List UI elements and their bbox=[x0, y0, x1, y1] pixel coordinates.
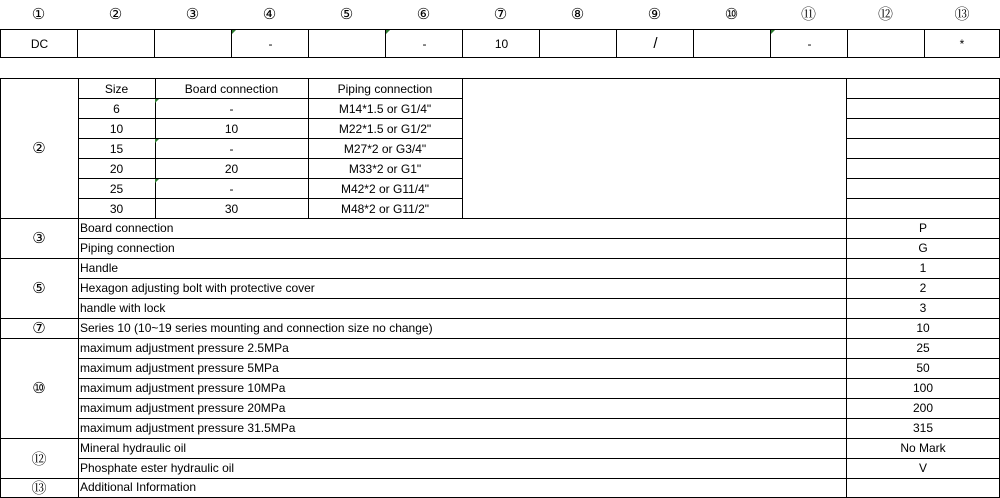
section-number-5: ⑤ bbox=[32, 279, 46, 297]
option-code: V bbox=[918, 461, 927, 475]
option-description: maximum adjustment pressure 10MPa bbox=[80, 381, 286, 395]
option-code: 50 bbox=[916, 361, 930, 375]
comment-corner-mark bbox=[232, 30, 236, 34]
option-description: Series 10 (10~19 series mounting and connection size no change) bbox=[80, 321, 433, 335]
section-number-12: ⑫ bbox=[31, 449, 47, 468]
size-value: 10 bbox=[109, 122, 124, 136]
header-number-13: ⑬ bbox=[954, 5, 970, 23]
option-code: 2 bbox=[919, 281, 927, 295]
option-code bbox=[846, 478, 1000, 497]
section-number-3: ③ bbox=[32, 229, 46, 247]
size-value: 15 bbox=[109, 142, 124, 156]
header-number-3: ③ bbox=[185, 5, 200, 23]
size-value: 30 bbox=[109, 202, 124, 216]
size-value: 20 bbox=[109, 162, 124, 176]
piping-value: M42*2 or G11/4" bbox=[340, 182, 430, 196]
board-value-text: - bbox=[229, 142, 234, 156]
code-cell-13: * bbox=[924, 29, 1000, 58]
option-code: 100 bbox=[912, 381, 934, 395]
header-number-1: ① bbox=[31, 5, 46, 23]
size-header: Size bbox=[104, 82, 129, 96]
header-number-8: ⑧ bbox=[570, 5, 585, 23]
header-number-11: ⑪ bbox=[800, 5, 816, 23]
option-description: maximum adjustment pressure 5MPa bbox=[80, 361, 279, 375]
board-value: 30 bbox=[224, 202, 239, 216]
board-value bbox=[155, 99, 308, 119]
piping-value: M48*2 or G11/2" bbox=[340, 202, 430, 216]
section-number-7: ⑦ bbox=[32, 319, 46, 337]
value-row-divider bbox=[846, 178, 1000, 179]
header-number-6: ⑥ bbox=[416, 5, 431, 23]
section-number-13: ⑬ bbox=[31, 479, 47, 497]
option-description: Piping connection bbox=[80, 241, 175, 255]
size-value: 25 bbox=[109, 182, 124, 196]
piping-value: M14*1.5 or G1/4" bbox=[338, 102, 432, 116]
board-connection-header: Board connection bbox=[184, 82, 279, 96]
value-row-divider bbox=[846, 118, 1000, 119]
piping-col-border bbox=[462, 78, 463, 218]
code-cell-7: 10 bbox=[462, 29, 540, 58]
option-description: handle with lock bbox=[80, 301, 166, 315]
code-cell-4 bbox=[231, 29, 309, 58]
section-number-2: ② bbox=[32, 139, 46, 157]
piping-value: M22*1.5 or G1/2" bbox=[338, 122, 432, 136]
comment-corner-mark bbox=[386, 30, 390, 34]
option-description: maximum adjustment pressure 20MPa bbox=[80, 401, 286, 415]
piping-value: M33*2 or G1" bbox=[348, 162, 422, 176]
code-cell-11 bbox=[770, 29, 848, 58]
option-description: Additional Information bbox=[80, 480, 197, 494]
option-code: 200 bbox=[912, 401, 934, 415]
code-cell-6 bbox=[385, 29, 463, 58]
code-cell-10 bbox=[693, 29, 771, 58]
option-code: 25 bbox=[916, 341, 930, 355]
header-number-5: ⑤ bbox=[339, 5, 354, 23]
board-value: 10 bbox=[224, 122, 239, 136]
option-code: 10 bbox=[916, 321, 930, 335]
code-cell-2 bbox=[77, 29, 155, 58]
board-value-text: - bbox=[229, 182, 234, 196]
size-value: 6 bbox=[113, 102, 120, 116]
comment-corner-mark bbox=[155, 179, 159, 183]
board-value bbox=[155, 179, 308, 199]
code-cell-6-text: - bbox=[422, 37, 427, 51]
header-number-7: ⑦ bbox=[493, 5, 508, 23]
option-description: maximum adjustment pressure 2.5MPa bbox=[80, 341, 289, 355]
header-number-2: ② bbox=[108, 5, 123, 23]
code-cell-9: / bbox=[616, 29, 694, 58]
code-cell-5 bbox=[308, 29, 386, 58]
header-number-9: ⑨ bbox=[647, 5, 662, 23]
comment-corner-mark bbox=[155, 99, 159, 103]
option-description: Handle bbox=[80, 261, 119, 275]
option-description: Phosphate ester hydraulic oil bbox=[80, 461, 235, 475]
option-code: P bbox=[918, 221, 927, 235]
code-cell-11-text: - bbox=[807, 37, 812, 51]
value-row-divider bbox=[846, 158, 1000, 159]
option-code: No Mark bbox=[900, 441, 946, 455]
section-number-10: ⑩ bbox=[32, 379, 46, 397]
value-row-divider bbox=[846, 198, 1000, 199]
code-cell-4-text: - bbox=[268, 37, 273, 51]
board-value: 20 bbox=[224, 162, 239, 176]
option-description: Hexagon adjusting bolt with protective cover bbox=[80, 281, 315, 295]
option-code: G bbox=[918, 241, 928, 255]
value-row-divider bbox=[846, 98, 1000, 99]
option-description: Board connection bbox=[80, 221, 174, 235]
piping-connection-header: Piping connection bbox=[337, 82, 433, 96]
model-code-row bbox=[0, 29, 1000, 58]
comment-corner-mark bbox=[771, 30, 775, 34]
option-code: 315 bbox=[912, 421, 934, 435]
header-number-4: ④ bbox=[262, 5, 277, 23]
option-description: maximum adjustment pressure 31.5MPa bbox=[80, 421, 296, 435]
option-description: Mineral hydraulic oil bbox=[80, 441, 187, 455]
comment-corner-mark bbox=[155, 139, 159, 143]
piping-value: M27*2 or G3/4" bbox=[343, 142, 427, 156]
code-cell-3 bbox=[154, 29, 232, 58]
board-value bbox=[155, 139, 308, 159]
header-number-10: ⑩ bbox=[724, 5, 739, 23]
value-row-divider bbox=[846, 138, 1000, 139]
option-code: 1 bbox=[919, 261, 927, 275]
header-number-12: ⑫ bbox=[877, 5, 893, 23]
option-code: 3 bbox=[919, 301, 927, 315]
board-value-text: - bbox=[229, 102, 234, 116]
code-cell-12 bbox=[847, 29, 925, 58]
code-cell-1: DC bbox=[0, 29, 78, 58]
code-cell-8 bbox=[539, 29, 617, 58]
